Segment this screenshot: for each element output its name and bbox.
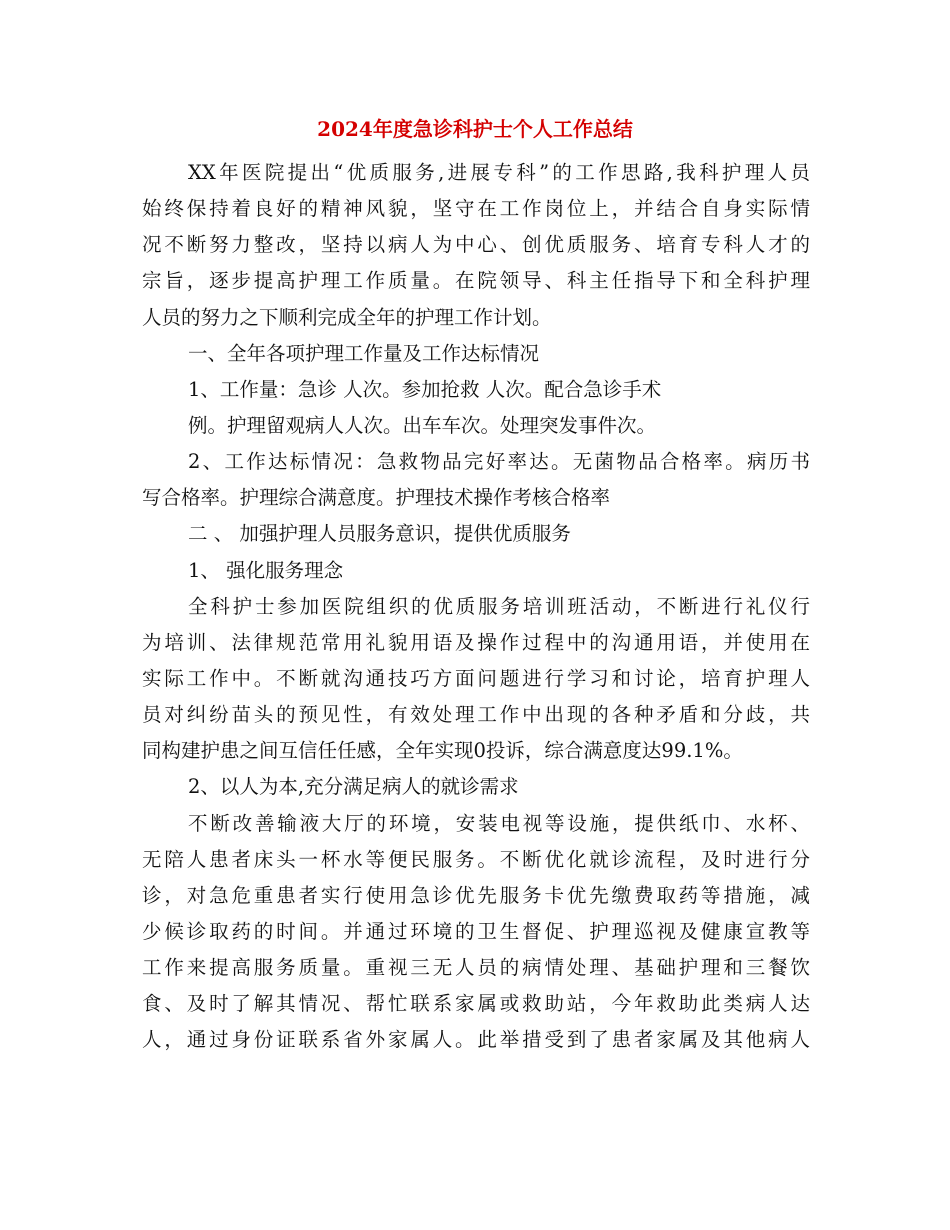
body-line: 员对纠纷苗头的预见性，有效处理工作中出现的各种矛盾和分歧，共 <box>142 703 810 727</box>
body-line: 始终保持着良好的精神风貌，坚守在工作岗位上，并结合自身实际情 <box>142 197 810 221</box>
body-line: 一、全年各项护理工作量及工作达标情况 <box>188 341 540 365</box>
body-line: 1、工作量：急诊 人次。参加抢救 人次。配合急诊手术 <box>188 377 662 401</box>
body-line: 1、 强化服务理念 <box>188 558 344 582</box>
body-line: 同构建护患之间互信任任感，全年实现0投诉，综合满意度达99.1%。 <box>142 739 743 763</box>
body-line: 2、工作达标情况：急救物品完好率达。无菌物品合格率。病历书 <box>188 450 810 474</box>
body-line: 写合格率。护理综合满意度。护理技术操作考核合格率 <box>142 486 611 510</box>
body-line: 2、以人为本,充分满足病人的就诊需求 <box>188 775 519 799</box>
body-line: 全科护士参加医院组织的优质服务培训班活动，不断进行礼仪行 <box>188 594 810 618</box>
body-line: 人，通过身份证联系省外家属人。此举措受到了患者家属及其他病人 <box>142 1028 810 1052</box>
body-line: 实际工作中。不断就沟通技巧方面问题进行学习和讨论，培育护理人 <box>142 666 810 690</box>
body-line: 无陪人患者床头一杯水等便民服务。不断优化就诊流程，及时进行分 <box>142 847 810 871</box>
body-line: 食、及时了解其情况、帮忙联系家属或救助站，今年救助此类病人达 <box>142 992 810 1016</box>
body-line: 诊，对急危重患者实行使用急诊优先服务卡优先缴费取药等措施，减 <box>142 883 810 907</box>
document-body <box>142 155 810 1059</box>
body-line: 宗旨，逐步提高护理工作质量。在院领导、科主任指导下和全科护理 <box>142 269 810 293</box>
body-line: 例。护理留观病人人次。出车车次。处理突发事件次。 <box>188 413 657 437</box>
body-line: 二 、 加强护理人员服务意识，提供优质服务 <box>188 522 571 546</box>
body-line: 况不断努力整改，坚持以病人为中心、创优质服务、培育专科人才的 <box>142 233 810 257</box>
body-line: 人员的努力之下顺利完成全年的护理工作计划。 <box>142 305 552 329</box>
body-line: XX年医院提出“优质服务,进展专科”的工作思路,我科护理人员 <box>188 161 810 184</box>
body-line: 少候诊取药的时间。并通过环境的卫生督促、护理巡视及健康宣教等 <box>142 919 810 943</box>
body-line: 不断改善输液大厅的环境，安装电视等设施，提供纸巾、水杯、 <box>188 811 810 835</box>
body-line: 工作来提高服务质量。重视三无人员的病情处理、基础护理和三餐饮 <box>142 956 810 980</box>
document-title: 2024年度急诊科护士个人工作总结 <box>317 117 633 141</box>
body-line: 为培训、法律规范常用礼貌用语及操作过程中的沟通用语，并使用在 <box>142 630 810 654</box>
